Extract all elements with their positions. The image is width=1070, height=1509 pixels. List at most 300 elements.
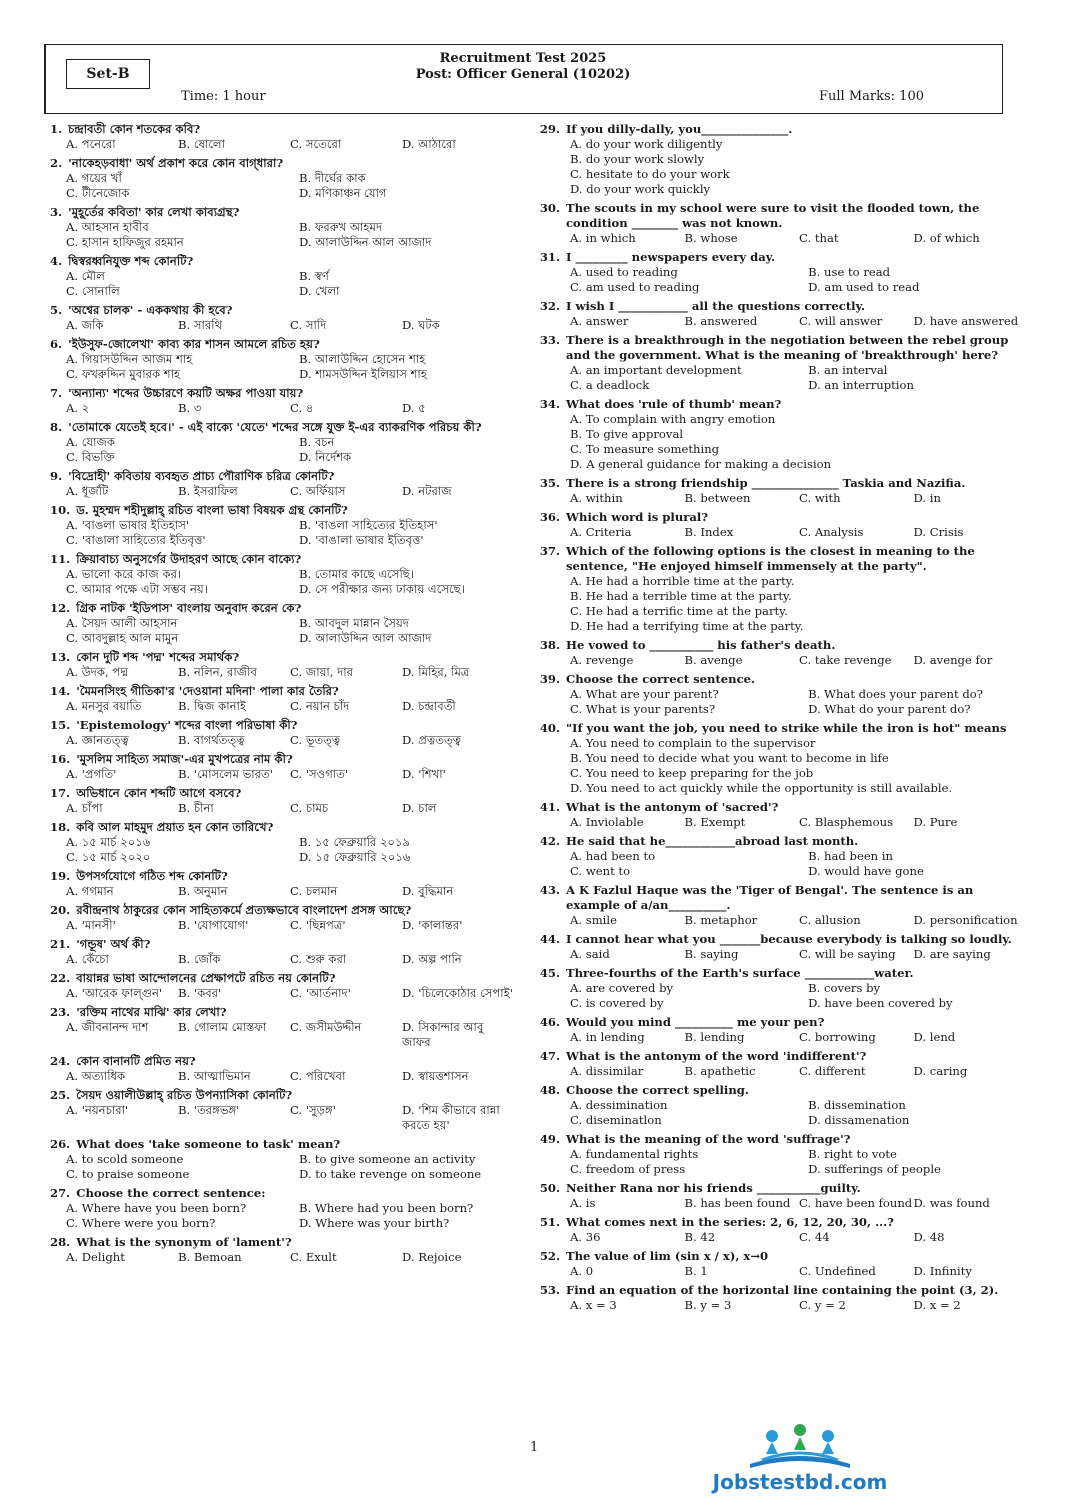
question-number: 3. — [50, 205, 63, 219]
question-text: Neither Rana nor his friends ___________guilty. — [566, 1181, 861, 1195]
post-title: Post: Officer General (10202) — [415, 67, 631, 82]
question-number: 1. — [50, 122, 63, 136]
question-item — [44, 1235, 514, 1265]
question-item — [44, 122, 514, 152]
answer-option: B. between — [684, 491, 751, 505]
question-item — [44, 869, 514, 899]
answer-option: D. You need to act quickly while the opportunity is still available. — [570, 781, 953, 795]
answer-option: A. 0 — [570, 1264, 594, 1278]
answer-option: B. do your work slowly — [570, 152, 705, 166]
answer-option: A. Inviolable — [570, 815, 644, 829]
answer-option: A. ১৫ মার্চ ২০১৬ — [66, 835, 151, 849]
answer-option: D. আলাউদ্দিন আল আজাদ — [298, 235, 432, 249]
question-text: চন্দ্রাবতী কোন শতকের কবি? — [68, 122, 201, 136]
question-text: Choose the correct sentence: — [76, 1186, 266, 1200]
question-item — [44, 1088, 514, 1133]
question-text: 'তোমাকে যেতেই হবে।' - এই বাক্যে 'যেতে' শব্দের সঙ্গে যুক্ত ই-এর ব্যাকরণিক পরিচয় কী? — [68, 420, 482, 434]
answer-option: A. Criteria — [570, 525, 632, 539]
answer-option: C. To measure something — [570, 442, 720, 456]
question-number: 18. — [50, 820, 71, 834]
question-number: 9. — [50, 469, 63, 483]
question-item — [44, 650, 514, 680]
answer-option: A. গয়ের খাঁ — [66, 171, 122, 185]
question-number: 44. — [539, 932, 560, 946]
question-text: Choose the correct spelling. — [566, 1083, 749, 1097]
answer-option: C. Exult — [290, 1250, 337, 1264]
answer-option: B. metaphor — [684, 913, 758, 927]
answer-option: C. that — [799, 231, 839, 245]
question-number: 8. — [50, 420, 63, 434]
answer-option: A. What are your parent? — [570, 687, 719, 701]
question-number: 10. — [50, 503, 71, 517]
answer-option: C. am used to reading — [570, 280, 700, 294]
answer-option: C. allusion — [799, 913, 861, 927]
answer-option: D. ঘটক — [402, 318, 440, 332]
question-item — [539, 1283, 1028, 1313]
question-text: উপসর্গযোগে গঠিত শব্দ কোনটি? — [76, 869, 228, 883]
question-item — [539, 397, 1028, 472]
question-item — [539, 721, 1028, 796]
question-item — [44, 337, 514, 382]
answer-option: D. Pure — [913, 815, 958, 829]
question-number: 52. — [539, 1249, 560, 1263]
answer-option: C. চলমান — [290, 884, 338, 898]
answer-option: C. to praise someone — [66, 1167, 190, 1181]
question-item — [44, 903, 514, 933]
question-number: 29. — [539, 122, 560, 136]
question-text: There is a strong friendship _______________ Taskia and Nazifia. — [566, 476, 966, 490]
question-number: 40. — [539, 721, 560, 735]
question-item — [44, 937, 514, 967]
question-number: 20. — [50, 903, 71, 917]
right-question-column — [539, 122, 1028, 1317]
answer-option: D. lend — [913, 1030, 956, 1044]
question-text: A K Fazlul Haque was the 'Tiger of Bengal'. The sentence is an example of a/an__________. — [566, 883, 974, 912]
answer-option: A. is — [570, 1196, 596, 1210]
question-item — [539, 966, 1028, 1011]
answer-option: B. avenge — [684, 653, 743, 667]
question-text: Would you mind __________ me your pen? — [566, 1015, 825, 1029]
answer-option: A. উদক, পদ্ম — [66, 665, 129, 679]
answer-option: C. 'ছিন্নপত্র' — [290, 918, 346, 932]
question-number: 2. — [50, 156, 63, 170]
answer-option: A. dessimination — [570, 1098, 668, 1112]
answer-option: C. ভূতত্ত্ব — [290, 733, 341, 747]
question-text: 'মৈমনসিংহ গীতিকা'র 'দেওয়ানা মদিনা' পালা কার তৈরি? — [76, 684, 339, 698]
answer-option: B. answered — [684, 314, 758, 328]
answer-option: C. Where were you born? — [66, 1216, 216, 1230]
question-text: কবি আল মাহমুদ প্রয়াত হন কোন তারিখে? — [76, 820, 274, 834]
answer-option: B. Exempt — [684, 815, 746, 829]
answer-option: C. জসীমউদ্দীন — [290, 1020, 362, 1034]
exam-header — [44, 44, 1003, 114]
question-text: Which of the following options is the closest in meaning to the sentence, "He enjoyed himself immensely at the party". — [566, 544, 975, 573]
answer-option: C. ১৫ মার্চ ২০২০ — [66, 850, 151, 864]
answer-option: D. Crisis — [913, 525, 964, 539]
question-text: What is the antonym of 'sacred'? — [566, 800, 779, 814]
question-item — [44, 254, 514, 299]
question-text: দ্বিস্বরধ্বনিযুক্ত শব্দ কোনটি? — [68, 254, 194, 268]
answer-option: B. বাগর্থতত্ত্ব — [178, 733, 245, 747]
answer-option: A. সৈয়দ আলী আহসান — [66, 616, 178, 630]
question-number: 28. — [50, 1235, 71, 1249]
answer-option: D. শামসউদ্দিন ইলিয়াস শাহ — [298, 367, 427, 381]
question-text: He vowed to ___________ his father's death. — [566, 638, 836, 652]
question-item — [44, 503, 514, 548]
answer-option: B. নলিন, রাজীব — [178, 665, 257, 679]
answer-option: B. জোঁক — [178, 952, 221, 966]
answer-option: A. জকি — [66, 318, 104, 332]
answer-option: A. to scold someone — [66, 1152, 184, 1166]
question-item — [539, 544, 1028, 634]
question-item — [539, 299, 1028, 329]
question-item — [44, 1137, 514, 1182]
answer-option: C. Undefined — [799, 1264, 876, 1278]
answer-option: D. আলাউদ্দিন আল আজাদ — [298, 631, 432, 645]
answer-option: D. an interruption — [808, 378, 914, 392]
question-number: 43. — [539, 883, 560, 897]
answer-option: C. 44 — [799, 1230, 830, 1244]
answer-option: B. whose — [684, 231, 738, 245]
question-item — [539, 800, 1028, 830]
answer-option: B. What does your parent do? — [808, 687, 983, 701]
answer-option: A. smile — [570, 913, 617, 927]
answer-option: B. 42 — [684, 1230, 716, 1244]
question-text: কোন দুটি শব্দ 'পদ্ম' শব্দের সমার্থক? — [76, 650, 240, 664]
answer-option: D. আঠারো — [402, 137, 456, 151]
answer-option: C. চামচ — [290, 801, 329, 815]
answer-option: C. have been found — [799, 1196, 913, 1210]
answer-option: D. to take revenge on someone — [298, 1167, 482, 1181]
answer-option: D. x = 2 — [913, 1298, 961, 1312]
answer-option: A. revenge — [570, 653, 634, 667]
answer-option: A. To complain with angry emotion — [570, 412, 776, 426]
question-number: 14. — [50, 684, 71, 698]
question-text: The scouts in my school were sure to visit the flooded town, the condition ________ was not known. — [566, 201, 980, 230]
answer-option: C. freedom of press — [570, 1162, 686, 1176]
question-text: He said that he____________abroad last month. — [566, 834, 859, 848]
answer-option: C. সোনালি — [66, 284, 120, 298]
answer-option: D. dissamenation — [808, 1113, 910, 1127]
answer-option: A. an important development — [570, 363, 742, 377]
answer-option: B. 'তরঙ্গভঙ্গ' — [178, 1103, 240, 1117]
question-item — [539, 122, 1028, 197]
answer-option: B. to give someone an activity — [298, 1152, 476, 1166]
answer-option: D. 'কালান্তর' — [402, 918, 463, 932]
answer-option: B. right to vote — [808, 1147, 897, 1161]
answer-option: B. ৩ — [178, 401, 202, 415]
time-label: Time: 1 hour — [181, 89, 266, 104]
question-text: রবীন্দ্রনাথ ঠাকুরের কোন সাহিত্যকর্মে প্রত্যক্ষভাবে বাংলাদেশ প্রসঙ্গ আছে? — [76, 903, 412, 917]
answer-option: D. personification — [913, 913, 1018, 927]
answer-option: D. Where was your birth? — [298, 1216, 450, 1230]
answer-option: C. অর্ফিয়াস — [290, 484, 346, 498]
answer-option: A. 'বাঙলা ভাষার ইতিহাস' — [66, 518, 190, 532]
answer-option: D. 48 — [913, 1230, 945, 1244]
question-number: 51. — [539, 1215, 560, 1229]
answer-option: B. 'যোগাযোগ' — [178, 918, 249, 932]
answer-option: B. দীর্ঘের কাক — [298, 171, 366, 185]
question-item — [44, 1186, 514, 1231]
answer-option: D. 'শিম কীভাবে রান্না করতে হয়' — [402, 1103, 500, 1132]
answer-option: B. অনুমান — [178, 884, 228, 898]
answer-option: D. বুদ্ধিমান — [402, 884, 454, 898]
answer-option: D. sufferings of people — [808, 1162, 941, 1176]
question-number: 19. — [50, 869, 71, 883]
question-item — [539, 250, 1028, 295]
answer-option: C. went to — [570, 864, 631, 878]
answer-option: D. in — [913, 491, 941, 505]
answer-option: A. গিয়াসউদ্দিন আজম শাহ — [66, 352, 193, 366]
question-text: 'Epistemology' শব্দের বাংলা পরিভাষা কী? — [76, 718, 298, 732]
answer-option: A. said — [570, 947, 610, 961]
answer-option: B. 1 — [684, 1264, 708, 1278]
answer-option: A. answer — [570, 314, 629, 328]
question-text: 'অন্যান্য' শব্দের উচ্চারণে কয়টি অক্ষর পাওয়া যায়? — [68, 386, 304, 400]
question-item — [44, 684, 514, 714]
answer-option: A. in lending — [570, 1030, 645, 1044]
answer-option: C. What is your parents? — [570, 702, 716, 716]
answer-option: B. বচন — [298, 435, 335, 449]
answer-option: B. 'বাঙলা সাহিত্যের ইতিহাস' — [298, 518, 438, 532]
answer-option: D. চাল — [402, 801, 437, 815]
answer-option: A. in which — [570, 231, 636, 245]
answer-option: A. 'আরেক ফাল্গুন' — [66, 986, 163, 1000]
question-number: 17. — [50, 786, 71, 800]
question-text: What is the meaning of the word 'suffrage'? — [566, 1132, 851, 1146]
answer-option: C. বিভক্তি — [66, 450, 115, 464]
question-item — [44, 786, 514, 816]
answer-option: D. স্বায়ত্তশাসন — [402, 1069, 469, 1083]
answer-option: B. an interval — [808, 363, 888, 377]
watermark-text: Jobstestbd.com — [712, 1470, 888, 1494]
question-number: 23. — [50, 1005, 71, 1019]
answer-option: A. আহসান হাবীব — [66, 220, 149, 234]
answer-option: D. caring — [913, 1064, 968, 1078]
question-text: বায়ান্নর ভাষা আন্দোলনের প্রেক্ষাপটে রচিত নয় কোনটি? — [76, 971, 336, 985]
question-item — [539, 672, 1028, 717]
question-text: If you dilly-dally, you_______________. — [566, 122, 793, 136]
question-text: What is the antonym of the word 'indifferent'? — [566, 1049, 867, 1063]
question-number: 7. — [50, 386, 63, 400]
question-number: 45. — [539, 966, 560, 980]
question-item — [539, 932, 1028, 962]
question-text: সৈয়দ ওয়ালীউল্লাহ্‌ রচিত উপন্যাসিকা কোনটি? — [76, 1088, 293, 1102]
answer-option: B. He had a terrible time at the party. — [570, 589, 792, 603]
question-item — [539, 883, 1028, 928]
answer-option: A. যোজক — [66, 435, 115, 449]
question-number: 22. — [50, 971, 71, 985]
question-item — [44, 469, 514, 499]
question-item — [539, 476, 1028, 506]
answer-option: B. গোলাম মোস্তফা — [178, 1020, 267, 1034]
question-text: Choose the correct sentence. — [566, 672, 756, 686]
question-text: Which word is plural? — [566, 510, 709, 524]
question-number: 4. — [50, 254, 63, 268]
answer-option: C. শুরু করা — [290, 952, 347, 966]
answer-option: A. 'প্রগতি' — [66, 767, 117, 781]
answer-option: A. ধূর্জটি — [66, 484, 109, 498]
answer-option: A. x = 3 — [570, 1298, 617, 1312]
question-text: What is the synonym of 'lament'? — [76, 1235, 292, 1249]
answer-option: B. তোমার কাছে এসেছি। — [298, 567, 414, 581]
answer-option: B. আবদুল মান্নান সৈয়দ — [298, 616, 409, 630]
question-item — [539, 333, 1028, 393]
answer-option: A. ভালো করে কাজ কর। — [66, 567, 182, 581]
answer-option: A. fundamental rights — [570, 1147, 699, 1161]
question-item — [539, 510, 1028, 540]
answer-option: B. সারথি — [178, 318, 223, 332]
page-number: 1 — [530, 1440, 539, 1455]
question-number: 49. — [539, 1132, 560, 1146]
question-item — [539, 834, 1028, 879]
answer-option: B. saying — [684, 947, 739, 961]
question-text: ক্রিয়াবাচ্য অনুসর্গের উদাহরণ আছে কোন বাক্যে? — [76, 552, 302, 566]
answer-option: C. will answer — [799, 314, 883, 328]
question-number: 38. — [539, 638, 560, 652]
answer-option: C. 'বাঙালা সাহিত্যের ইতিবৃত্ত' — [66, 533, 206, 547]
answer-option: B. use to read — [808, 265, 891, 279]
answer-option: D. ৫ — [402, 401, 426, 415]
answer-option: B. has been found — [684, 1196, 791, 1210]
answer-option: D. ১৫ ফেব্রুয়ারি ২০১৬ — [298, 850, 411, 864]
answer-option: C. ফখরুদ্দিন মুবারক শাহ — [66, 367, 181, 381]
answer-option: B. ইসরাফিল — [178, 484, 238, 498]
question-item — [539, 1132, 1028, 1177]
answer-option: B. To give approval — [570, 427, 684, 441]
answer-option: B. ১৫ ফেব্রুয়ারি ২০১৯ — [298, 835, 411, 849]
answer-option: B. 'মোসলেম ভারত' — [178, 767, 273, 781]
question-text: I _________ newspapers every day. — [566, 250, 776, 264]
answer-option: B. ফররুখ আহমদ — [298, 220, 383, 234]
answer-option: D. A general guidance for making a decision — [570, 457, 832, 471]
question-text: অভিধানে কোন শব্দটি আগে বসবে? — [76, 786, 242, 800]
answer-option: A. Where have you been born? — [66, 1201, 247, 1215]
answer-option: A. গগমান — [66, 884, 114, 898]
answer-option: C. 'সুড়ঙ্গ' — [290, 1103, 336, 1117]
answer-option: A. dissimilar — [570, 1064, 644, 1078]
answer-option: C. 'সওগাত' — [290, 767, 349, 781]
answer-option: A. do your work diligently — [570, 137, 723, 151]
answer-option: A. He had a horrible time at the party. — [570, 574, 795, 588]
answer-option: A. used to reading — [570, 265, 678, 279]
answer-option: A. মৌল — [66, 269, 105, 283]
question-number: 36. — [539, 510, 560, 524]
question-number: 34. — [539, 397, 560, 411]
question-number: 53. — [539, 1283, 560, 1297]
answer-option: D. am used to read — [808, 280, 920, 294]
answer-option: B. dissemination — [808, 1098, 906, 1112]
question-item — [44, 552, 514, 597]
question-text: I wish I ____________ all the questions correctly. — [566, 299, 866, 313]
answer-option: A. 'মানসী' — [66, 918, 116, 932]
question-number: 24. — [50, 1054, 71, 1068]
answer-option: D. have answered — [913, 314, 1019, 328]
answer-option: A. Delight — [66, 1250, 125, 1264]
answer-option: C. diseminatlon — [570, 1113, 662, 1127]
question-number: 47. — [539, 1049, 560, 1063]
answer-option: C. সাদি — [290, 318, 327, 332]
answer-option: B. আলাউদ্দিন হোসেন শাহ — [298, 352, 426, 366]
answer-option: C. Blasphemous — [799, 815, 894, 829]
question-text: There is a breakthrough in the negotiation between the rebel group and the government. What is the meaning of 'breakthrough' here? — [566, 333, 1009, 362]
question-text: Three-fourths of the Earth's surface ____________water. — [566, 966, 914, 980]
answer-option: C. ৪ — [290, 401, 314, 415]
answer-option: B. 'কবর' — [178, 986, 222, 1000]
answer-option: A. ২ — [66, 401, 90, 415]
answer-option: D. avenge for — [913, 653, 993, 667]
answer-option: A. 36 — [570, 1230, 601, 1244]
answer-option: B. চীনা — [178, 801, 214, 815]
answer-option: D. Rejoice — [402, 1250, 462, 1264]
answer-option: C. hesitate to do your work — [570, 167, 730, 181]
answer-option: A. জীবনানন্দ দাশ — [66, 1020, 149, 1034]
question-item — [539, 1181, 1028, 1211]
answer-option: C. take revenge — [799, 653, 892, 667]
answer-option: C. আবদুল্লাহ আল মামুন — [66, 631, 179, 645]
question-item — [539, 1215, 1028, 1245]
question-item — [539, 201, 1028, 246]
question-number: 15. — [50, 718, 71, 732]
question-text: "If you want the job, you need to strike while the iron is hot" means — [566, 721, 1007, 735]
question-item — [539, 1049, 1028, 1079]
watermark-logo — [710, 1420, 890, 1500]
question-text: What does 'take someone to task' mean? — [76, 1137, 341, 1151]
answer-option: C. আমার পক্ষে এটা সম্ভব নয়। — [66, 582, 208, 596]
answer-option: B. ষোলো — [178, 137, 226, 151]
answer-option: C. হাসান হাফিজুর রহমান — [66, 235, 184, 249]
answer-option: A. within — [570, 491, 623, 505]
answer-option: B. You need to decide what you want to become in life — [570, 751, 889, 765]
answer-option: B. y = 3 — [684, 1298, 732, 1312]
answer-option: D. অল্প পানি — [402, 952, 462, 966]
answer-option: C. জায়া, দার — [290, 665, 353, 679]
answer-option: C. সতেরো — [290, 137, 342, 151]
answer-option: A. মনসুর বয়াতি — [66, 699, 142, 713]
answer-option: B. apathetic — [684, 1064, 756, 1078]
answer-option: D. মণিকাঞ্চন যোগ — [298, 186, 387, 200]
question-number: 42. — [539, 834, 560, 848]
question-number: 30. — [539, 201, 560, 215]
answer-option: D. মিহির, মিত্র — [402, 665, 470, 679]
answer-option: C. টীনেজোক — [66, 186, 130, 200]
answer-option: D. চন্দ্রাবতী — [402, 699, 456, 713]
question-item — [539, 1249, 1028, 1279]
answer-option: B. আত্মাভিমান — [178, 1069, 251, 1083]
question-number: 12. — [50, 601, 71, 615]
answer-option: A. are covered by — [570, 981, 674, 995]
answer-option: C. will be saying — [799, 947, 896, 961]
answer-option: D. খেলা — [298, 284, 340, 298]
question-item — [539, 638, 1028, 668]
question-number: 27. — [50, 1186, 71, 1200]
answer-option: B. স্বর্ণ — [298, 269, 329, 283]
book-people-icon — [710, 1420, 890, 1472]
answer-option: D. He had a terrifying time at the party. — [570, 619, 804, 633]
question-number: 46. — [539, 1015, 560, 1029]
question-text: 'নাকেহড়বাধা' অর্থ প্রকাশ করে কোন বাগ্‌ধারা? — [68, 156, 284, 170]
question-text: Find an equation of the horizontal line containing the point (3, 2). — [566, 1283, 999, 1297]
answer-option: D. 'বাঙালা ভাষার ইতিবৃত্ত' — [298, 533, 424, 547]
question-number: 16. — [50, 752, 71, 766]
question-item — [44, 303, 514, 333]
question-number: 31. — [539, 250, 560, 264]
question-number: 5. — [50, 303, 63, 317]
answer-option: C. with — [799, 491, 841, 505]
question-number: 13. — [50, 650, 71, 664]
answer-option: A. পনেরো — [66, 137, 116, 151]
question-number: 6. — [50, 337, 63, 351]
